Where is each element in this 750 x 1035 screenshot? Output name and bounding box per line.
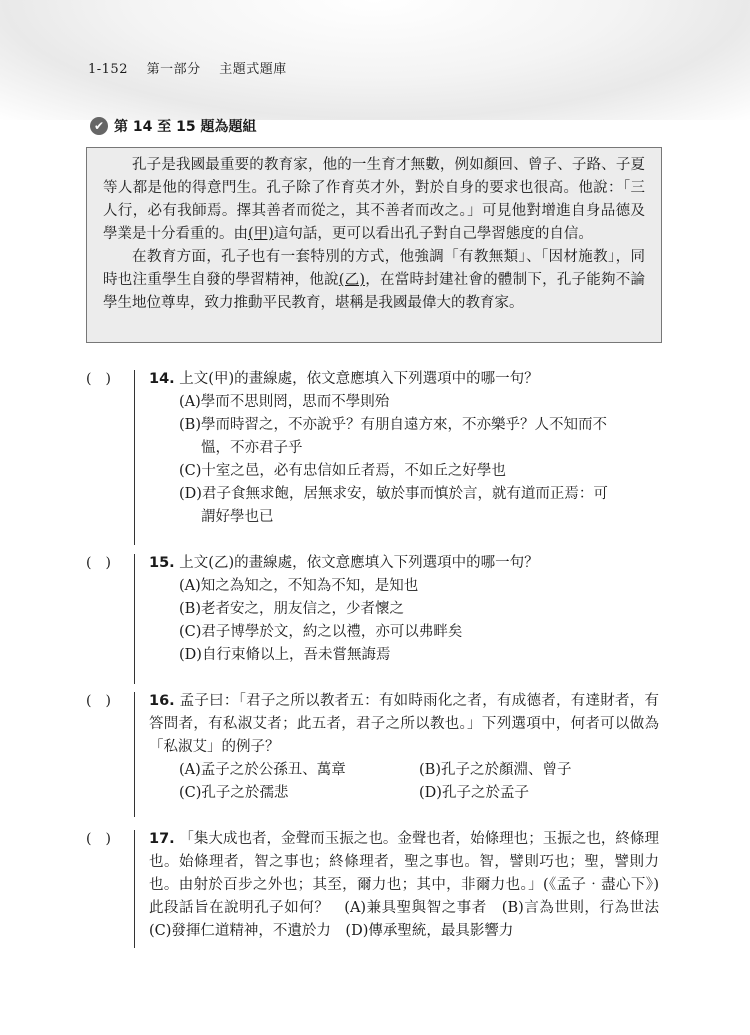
reading-passage xyxy=(86,147,662,343)
answer-blank[interactable]: ( ) xyxy=(86,693,111,709)
question-14 xyxy=(86,368,666,528)
stem-text: 孟子曰：「君子之所以教者五：有如時雨化之者，有成德者，有達財者，有答問者，有私淑艾者；此五者，君子之所以教也。」下列選項中，何者可以做為「私淑艾」的例子？ xyxy=(149,693,660,755)
answer-blank[interactable]: ( ) xyxy=(86,371,111,387)
option-d[interactable]: (D)自行束脩以上，吾未嘗無誨焉 xyxy=(179,647,391,663)
option-text-cont: 慍，不亦君子乎 xyxy=(201,440,303,456)
option-d[interactable] xyxy=(149,483,659,529)
stem-text: 上文(乙)的畫線處，依文意應填入下列選項中的哪一句？ xyxy=(179,555,539,571)
divider-line xyxy=(134,830,135,948)
question-body xyxy=(149,690,659,805)
page-number: 1-152 xyxy=(88,62,128,77)
question-stem xyxy=(149,552,659,575)
passage-paragraph-2 xyxy=(103,246,645,315)
option-a[interactable]: (A)知之為知之，不知為不知，是知也 xyxy=(179,578,419,594)
option-text-cont: 謂好學也已 xyxy=(201,509,274,525)
passage-text: 孔子是我國最重要的教育家，他的一生育才無數，例如顏回、曾子、子路、子夏等人都是他的得意門生。孔子除了作育英才外，對於自身的要求也很高。他說：「三人行，必有我師焉。擇其善者而從之，其不善者而改之。」可見他對增進自身品德及學業是十分看重的。由 xyxy=(103,157,645,242)
question-stem xyxy=(149,690,659,759)
section-label: 主題式題庫 xyxy=(219,62,287,77)
option-c[interactable]: (C)十室之邑，必有忠信如丘者焉，不如丘之好學也 xyxy=(179,463,506,479)
passage-text: ，在當時封建社會的體制下，孔子能夠不論學生地位尊卑，致力推動平民教育，堪稱是我國最偉大的教育家。 xyxy=(103,272,645,311)
question-body xyxy=(149,828,674,943)
underline-mark-yi: (乙) xyxy=(338,272,366,288)
option-b[interactable]: (B)孔子之於顏淵、曾子 xyxy=(419,762,572,778)
option-a[interactable]: (A)學而不思則罔，思而不學則殆 xyxy=(179,394,390,410)
group-title-text: 第 14 至 15 題為題組 xyxy=(114,119,257,135)
question-16 xyxy=(86,690,666,810)
option-text: (D)君子食無求飽，居無求安，敏於事而慎於言，就有道而正焉：可 xyxy=(179,486,608,502)
question-group-title xyxy=(90,116,256,136)
divider-line xyxy=(134,370,135,545)
part-label: 第一部分 xyxy=(146,62,201,77)
option-c[interactable]: (C)君子博學於文，約之以禮，亦可以弗畔矣 xyxy=(179,624,463,640)
question-body xyxy=(149,368,659,529)
question-17 xyxy=(86,828,674,948)
options-row-1 xyxy=(149,759,659,782)
underline-mark-jia: (甲) xyxy=(248,226,274,242)
question-number: 15. xyxy=(149,555,175,571)
question-stem xyxy=(149,368,659,391)
option-text: (B)學而時習之，不亦說乎？有朋自遠方來，不亦樂乎？人不知而不 xyxy=(179,417,607,433)
question-number: 14. xyxy=(149,371,175,387)
option-a[interactable]: (A)孟子之於公孫丑、萬章 xyxy=(179,762,346,778)
option-d[interactable]: (D)孔子之於孟子 xyxy=(419,785,529,801)
question-15 xyxy=(86,552,666,672)
option-c[interactable]: (C)孔子之於孺悲 xyxy=(179,785,289,801)
page-header xyxy=(88,58,301,77)
passage-text: 在教育方面，孔子也有一套特別的方式，他強調「有教無類」、「因材施教」，同時也注重學生自發的學習精神，他說 xyxy=(103,249,645,288)
stem-text: 「集大成也者，金聲而玉振之也。金聲也者，始條理也；玉振之也，終條理也。始條理者，智之事也；終條理者，聖之事也。智，譬則巧也；聖，譬則力也。由射於百步之外也；其至，爾力也；其中，非爾力也。」(《孟子‧盡心下》)此段話旨在說明孔子如何？ (A)兼具聖與智之事者 (B)言為世則，行為世法 (C)發揮仁道精神，不遺於力 (D)傳承聖統，最具影響力 xyxy=(149,831,674,939)
question-number: 16. xyxy=(149,693,175,709)
passage-paragraph-1 xyxy=(103,154,645,246)
option-b[interactable] xyxy=(149,414,659,460)
answer-blank[interactable]: ( ) xyxy=(86,555,111,571)
question-body xyxy=(149,552,659,667)
stem-text: 上文(甲)的畫線處，依文意應填入下列選項中的哪一句？ xyxy=(179,371,539,387)
question-number: 17. xyxy=(149,831,175,847)
check-icon: ✔ xyxy=(90,117,108,135)
options-row-2 xyxy=(149,782,659,805)
answer-blank[interactable]: ( ) xyxy=(86,831,111,847)
divider-line xyxy=(134,554,135,684)
passage-text: 這句話，更可以看出孔子對自己學習態度的自信。 xyxy=(273,226,593,242)
option-b[interactable]: (B)老者安之，朋友信之，少者懷之 xyxy=(179,601,404,617)
divider-line xyxy=(134,692,135,817)
